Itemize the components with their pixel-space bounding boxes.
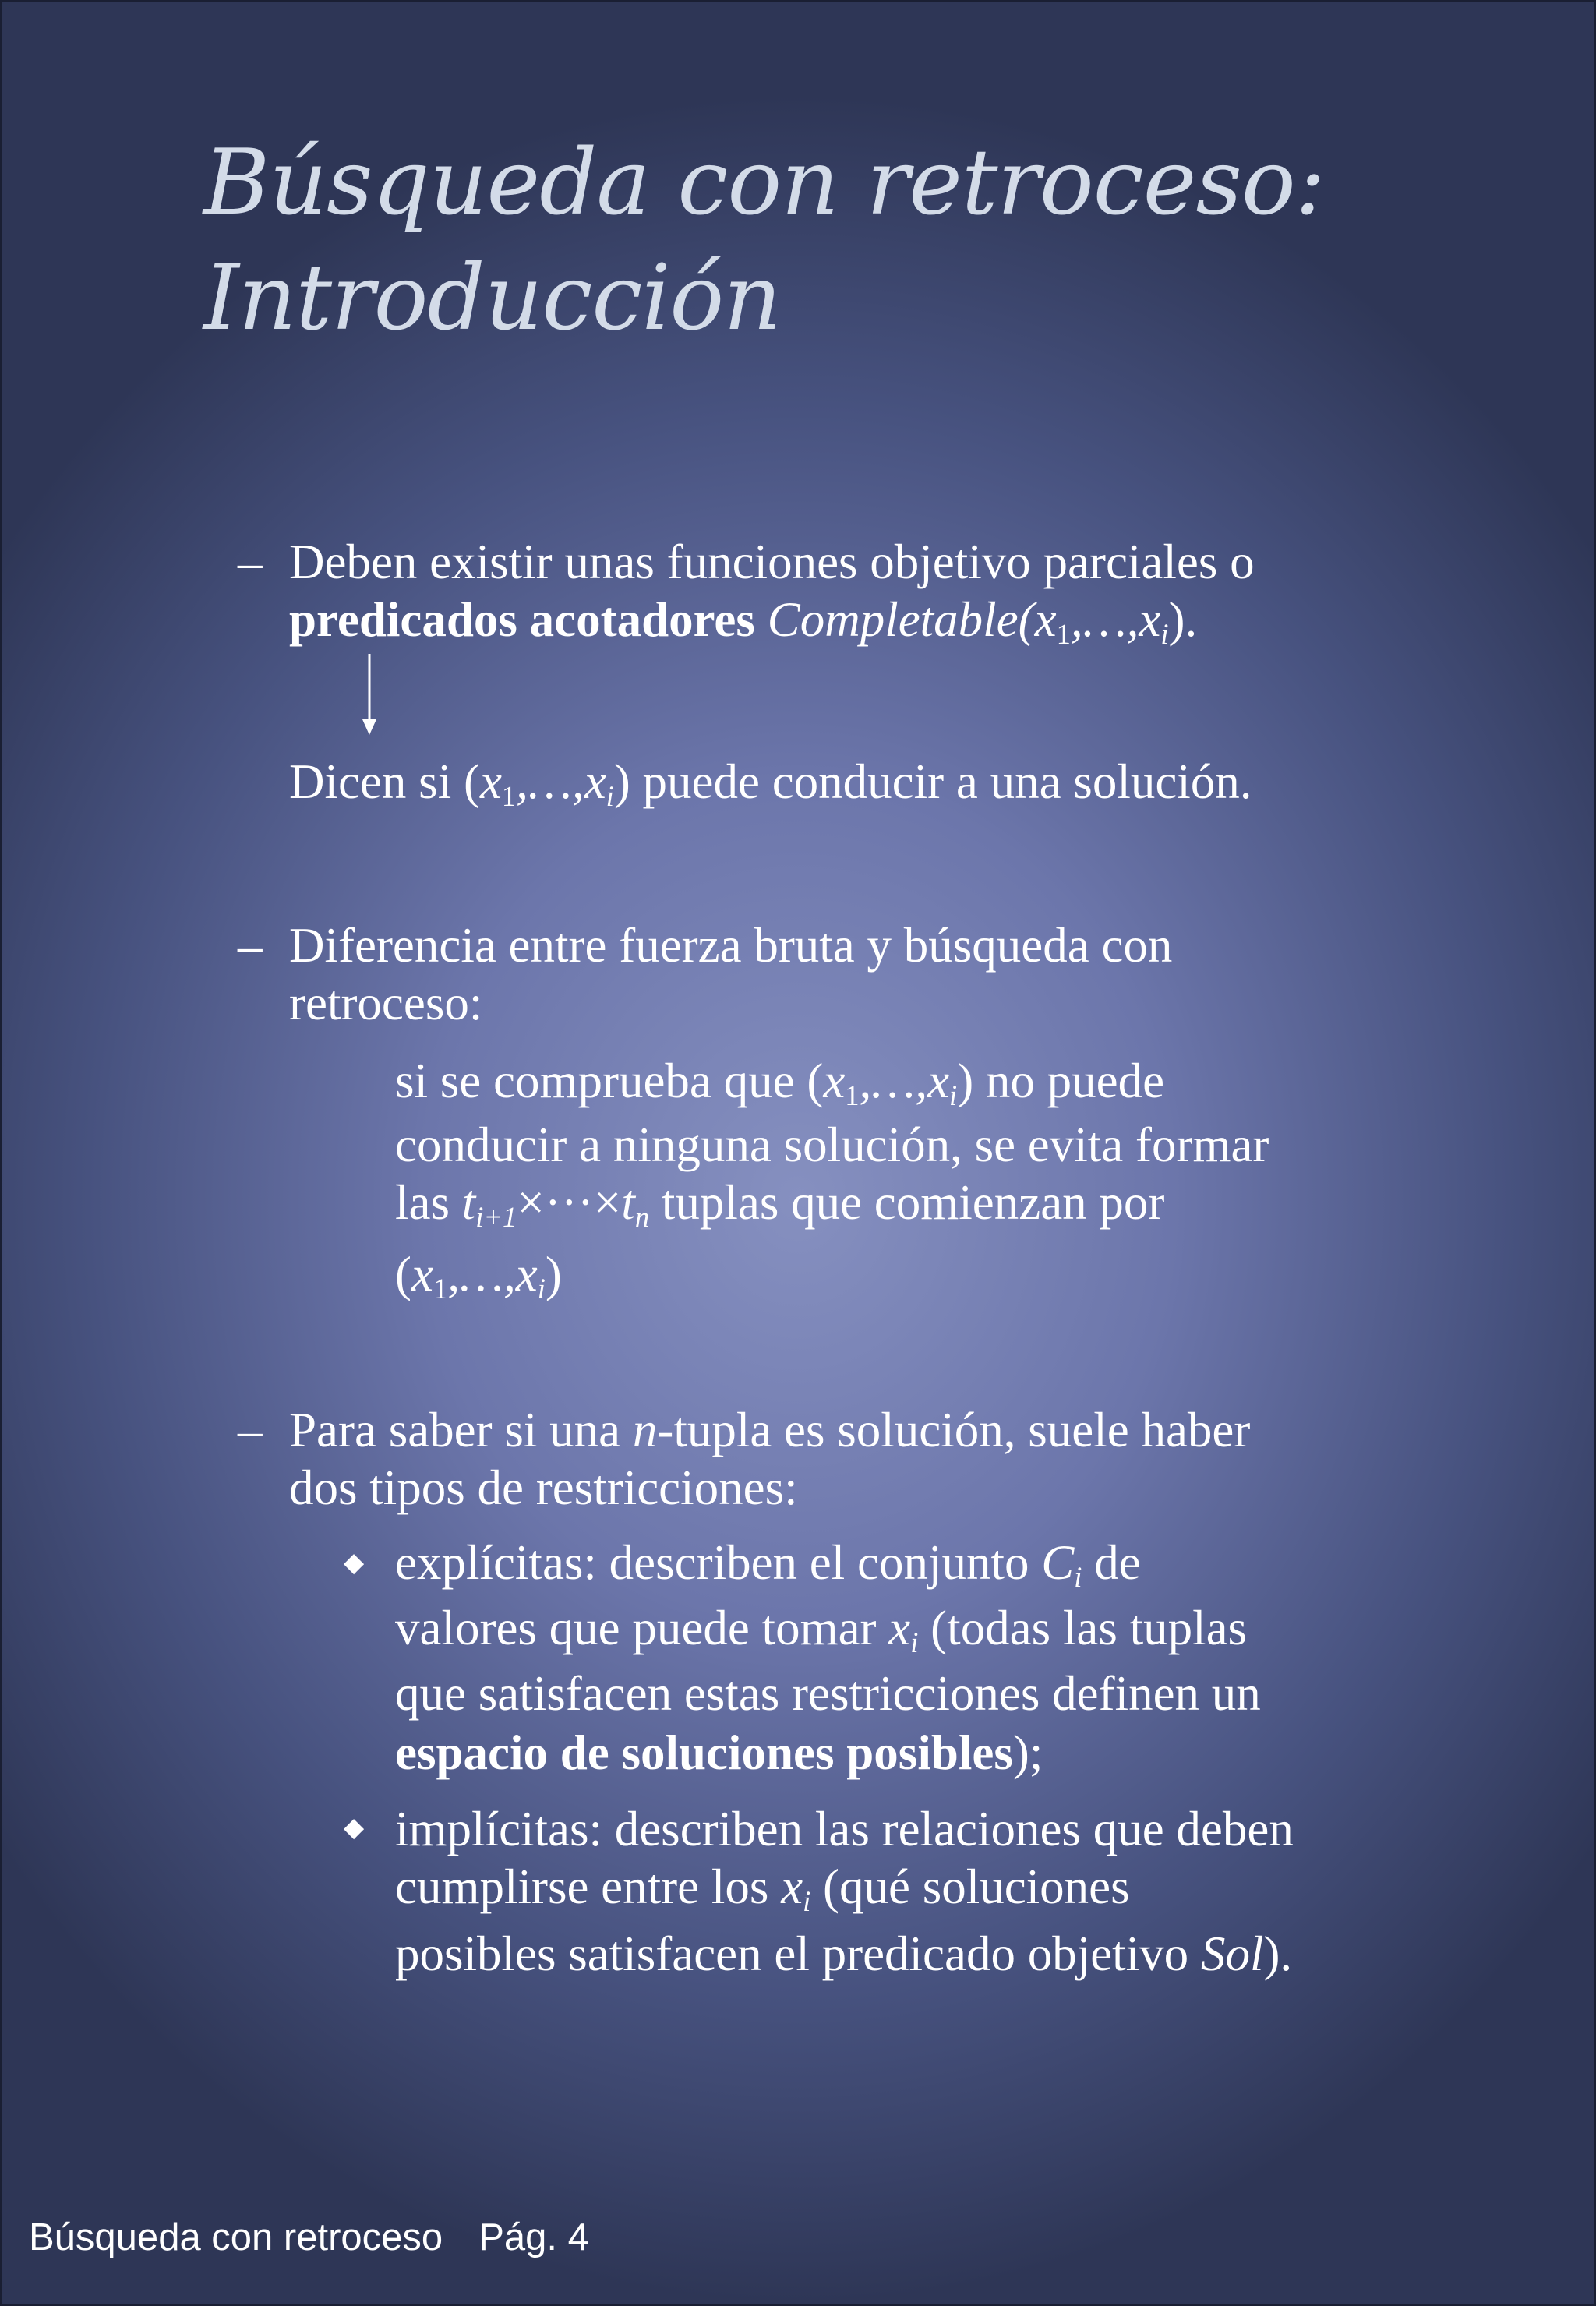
sub-bullet-1-line-2: valores que puede tomar $x_i$ (todas las tuplas (395, 1601, 1248, 1659)
footer-title: Búsqueda con retroceso (29, 2216, 443, 2258)
bullet-marker-1: – (238, 535, 263, 589)
sub-bullet-2-line-1: implícitas: describen las relaciones que deben (395, 1802, 1294, 1856)
bullet-3-line-1: Para saber si una n-tupla es solución, suele haber (289, 1403, 1251, 1457)
sub-bullet-1-line-3: que satisfacen estas restricciones definen un (395, 1666, 1261, 1721)
sub-bullet-2-line-3: posibles satisfacen el predicado objetivo Sol). (395, 1926, 1293, 1981)
bullet-1-explanation: Dicen si $(x_1,\dots,x_i)$ puede conducir a una solución. (289, 754, 1252, 813)
bullet-1-line-2 (289, 588, 1197, 651)
tuple-close: ). (1168, 592, 1198, 647)
bullet-2-indent-line-4: $(x_1,\dots,x_i)$ (395, 1247, 562, 1305)
sub-bullet-2-line-2: cumplirse entre los $x_i$ (qué soluciones (395, 1859, 1130, 1918)
bullet-2-indent-line-3: las $t_{i+1}\times\cdot\cdot\cdot\times t_n$ tuplas que comienzan por (395, 1175, 1165, 1234)
subscript-i: i (1160, 618, 1169, 651)
bullet-2-line-2: retroceso: (289, 976, 483, 1030)
bullet-1-line-1: Deben existir unas funciones objetivo parciales o (289, 535, 1255, 589)
tuple-open: (x (1018, 592, 1057, 647)
bold-term-predicados: predicados acotadores (289, 592, 755, 647)
bullet-2-indent-line-2: conducir a ninguna solución, se evita formar (395, 1118, 1269, 1172)
sub-bullet-1-line-1: explícitas: describen el conjunto $C_i$ de (395, 1535, 1141, 1594)
diamond-bullet-icon: ◆ (344, 1812, 365, 1843)
sub-bullet-1-line-4: espacio de soluciones posibles); (395, 1725, 1043, 1780)
title-line-2: Introducción (203, 245, 781, 351)
page-number: Pág. 4 (478, 2216, 589, 2258)
subscript-1: 1 (1056, 618, 1071, 651)
completable-function: Completable (767, 592, 1019, 647)
bullet-2-indent-line-1: si se comprueba que $(x_1,\dots,x_i)$ no puede (395, 1054, 1165, 1112)
down-arrow-icon (361, 654, 378, 736)
slide-title (203, 125, 1489, 356)
bullet-3-line-2: dos tipos de restricciones: (289, 1460, 798, 1515)
bullet-marker-3: – (238, 1403, 263, 1457)
bold-term-espacio: espacio de soluciones posibles (395, 1725, 1013, 1780)
bullet-marker-2: – (238, 918, 263, 973)
ellipsis: ,…,x (1070, 592, 1161, 647)
bullet-2-line-1: Diferencia entre fuerza bruta y búsqueda con (289, 918, 1173, 973)
footer (29, 2216, 589, 2259)
diamond-bullet-icon: ◆ (344, 1547, 365, 1578)
title-line-1: Búsqueda con retroceso: (203, 130, 1325, 235)
